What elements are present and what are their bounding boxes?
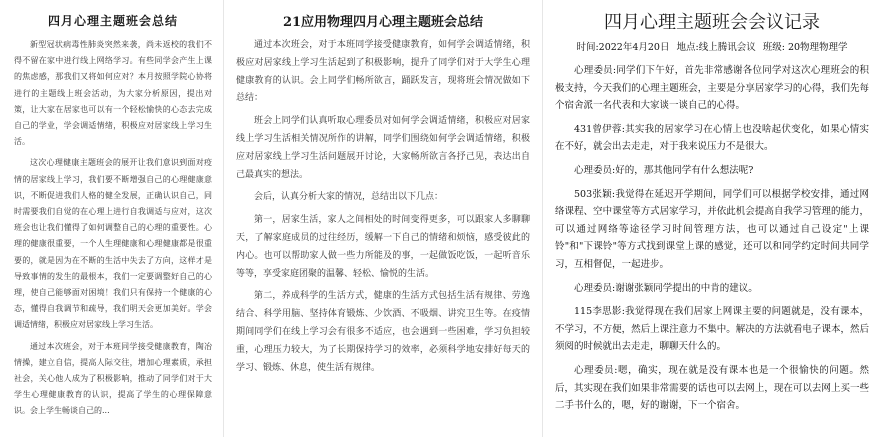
meeting-class: 班级: 20物理物理学: [762, 42, 848, 53]
page-1-title: 四月心理主题班会总结: [47, 14, 178, 28]
minutes-paragraph: 心理委员:好的，那其他同学有什么想法呢?: [574, 164, 754, 176]
page-2-title: 21应用物理四月心理主题班会总结: [282, 15, 484, 30]
meeting-meta: [555, 40, 869, 56]
document-page-2: [226, 0, 540, 437]
page-divider: [542, 0, 543, 437]
page-2-paragraph: 会后，认真分析大家的情况，总结出以下几点：: [254, 192, 444, 203]
minutes-paragraph: 115李思影:我觉得现在我们居家上网课主要的问题就是，没有课本，不学习，不方便，然后上课注意力不集中。解决的方法就看电子课本，然后须阅的时候就出去走走，聊聊天什么的。: [555, 306, 869, 353]
page-3-title: 四月心理主题班会会议记录: [604, 12, 820, 33]
page-1-paragraph: 这次心理健康主题班会的展开让我们意识到面对疫情的居家线上学习，我们要不断增强自己的心理健康意识，不断促进我们人格的健全发展，正确认识自己，同时需要我们自觉的在心理上进行自我调适与应对，这次班会也让我们懂得了如何调整自己的心理的重要性。心理的健康很重要，一个人生理健康和心理健康都是很重要的，就是因为在不断的生活中失去了方向，这样才是导致事情的发生的最根本，我们一定要调整好自己的心理，使自己能够面对困境！我们只有保持一个健康的心态，懂得自我调节和疏导，我们明天会更加美好。学会调适情绪，积极应对居家线上学习生活。: [14, 158, 212, 330]
minutes-paragraph: 心理委员:同学们下午好，首先非常感谢各位同学对这次心理班会的积极支持，今天我们的心理主题班会，主要是分享居家学习的心得，我们先每个宿舍派一名代表和大家谈一谈自己的心得。: [555, 65, 869, 112]
document-page-1: [0, 0, 222, 437]
minutes-paragraph: 503张颖:我觉得在延迟开学期间，同学们可以根据学校安排，通过网络课程、空中课堂等方式居家学习，并依此机会提高自我学习管理的能力，可以通过网络等途径学习时间管理方法，也可以通过自己设定"上课铃"和"下课铃"等方式找到课堂上课的感觉，还可以和同学约定时间共同学习，互相督促，一起进步。: [555, 188, 869, 270]
page-2-paragraph: 第二，养成科学的生活方式，健康的生活方式包括生活有规律、劳逸结合、科学用脑、坚持体育锻炼、少饮酒、不吸烟、讲究卫生等。在疫情期间同学们在线上学习会有很多不适应，也会遇到一些困难，学习负担较重，心理压力较大，为了长期保持学习的效率，必须科学地安排好每天的学习、锻炼、休息，使生活有规律。: [236, 291, 530, 373]
page-2-paragraph: 第一，居家生活，家人之间相处的时间变得更多，可以跟家人多聊聊天，了解家庭成员的过往经历，缓解一下自己的情绪和烦恼，感受彼此的内心。也可以帮助家人做一些力所能及的事，一起做饭吃饭，一起听音乐等等，享受家庭团聚的温馨、轻松、愉悦的生活。: [236, 215, 530, 279]
minutes-paragraph: 心理委员:嗯，确实，现在就是没有课本也是一个很愉快的问题。然后，其实现在我们如果非常需要的话也可以去网上，现在可以去网上买一些二手书什么的，嗯，好的谢谢，下一个宿舍。: [555, 364, 869, 412]
meeting-place: 地点:线上腾讯会议: [676, 42, 756, 53]
minutes-paragraph: 心理委员:谢谢张颖同学提出的中肯的建议。: [574, 282, 758, 294]
minutes-paragraph: 431曾伊蓉:其实我的居家学习在心情上也没啥起伏变化，如果心情实在不好，就会出去走走，对于我来说压力不是很大。: [555, 123, 869, 153]
page-divider: [223, 0, 224, 437]
page-1-paragraph: 新型冠状病毒性肺炎突然来袭，尚未返校的我们不得不留在家中进行线上网络学习。有些同学会产生上课的焦虑感，那我们又将如何应对？本月按照学院心协将进行的主题线上班会活动，为大家分析原因，提出对策，让大家在居家也可以有一个轻松愉快的心态去完成自己的学业，学会调适情绪，积极应对居家线上学习生活。: [14, 40, 212, 147]
document-page-3: [545, 0, 877, 437]
meeting-time: 时间:2022年4月20日: [576, 42, 670, 53]
page-2-paragraph: 班会上同学们认真听取心理委员对如何学会调适情绪，积极应对居家线上学习生活相关情况所作的讲解，同学们围绕如何学会调适情绪，积极应对居家线上学习生活问题展开讨论，大家畅所欲言各抒己见，表达出自己最真实的想法。: [236, 116, 530, 180]
page-2-paragraph: 通过本次班会，对于本班同学接受健康教育，如何学会调适情绪，积极应对居家线上学习生活起到了积极影响，提升了同学们对于大学生心理健康教育的认识。会上同学们畅所欲言，踊跃发言，现将班会情况做如下总结：: [236, 40, 530, 104]
page-1-paragraph: 通过本次班会，对于本班同学接受健康教育，陶冶情操，建立自信，提高人际交往，增加心理素质，承担社会，关心他人成为了积极影响，推动了同学们对于大学生心理健康教育的认识，提高了学生的心理保障意识。会上学生畅谈自己的...: [14, 341, 212, 416]
